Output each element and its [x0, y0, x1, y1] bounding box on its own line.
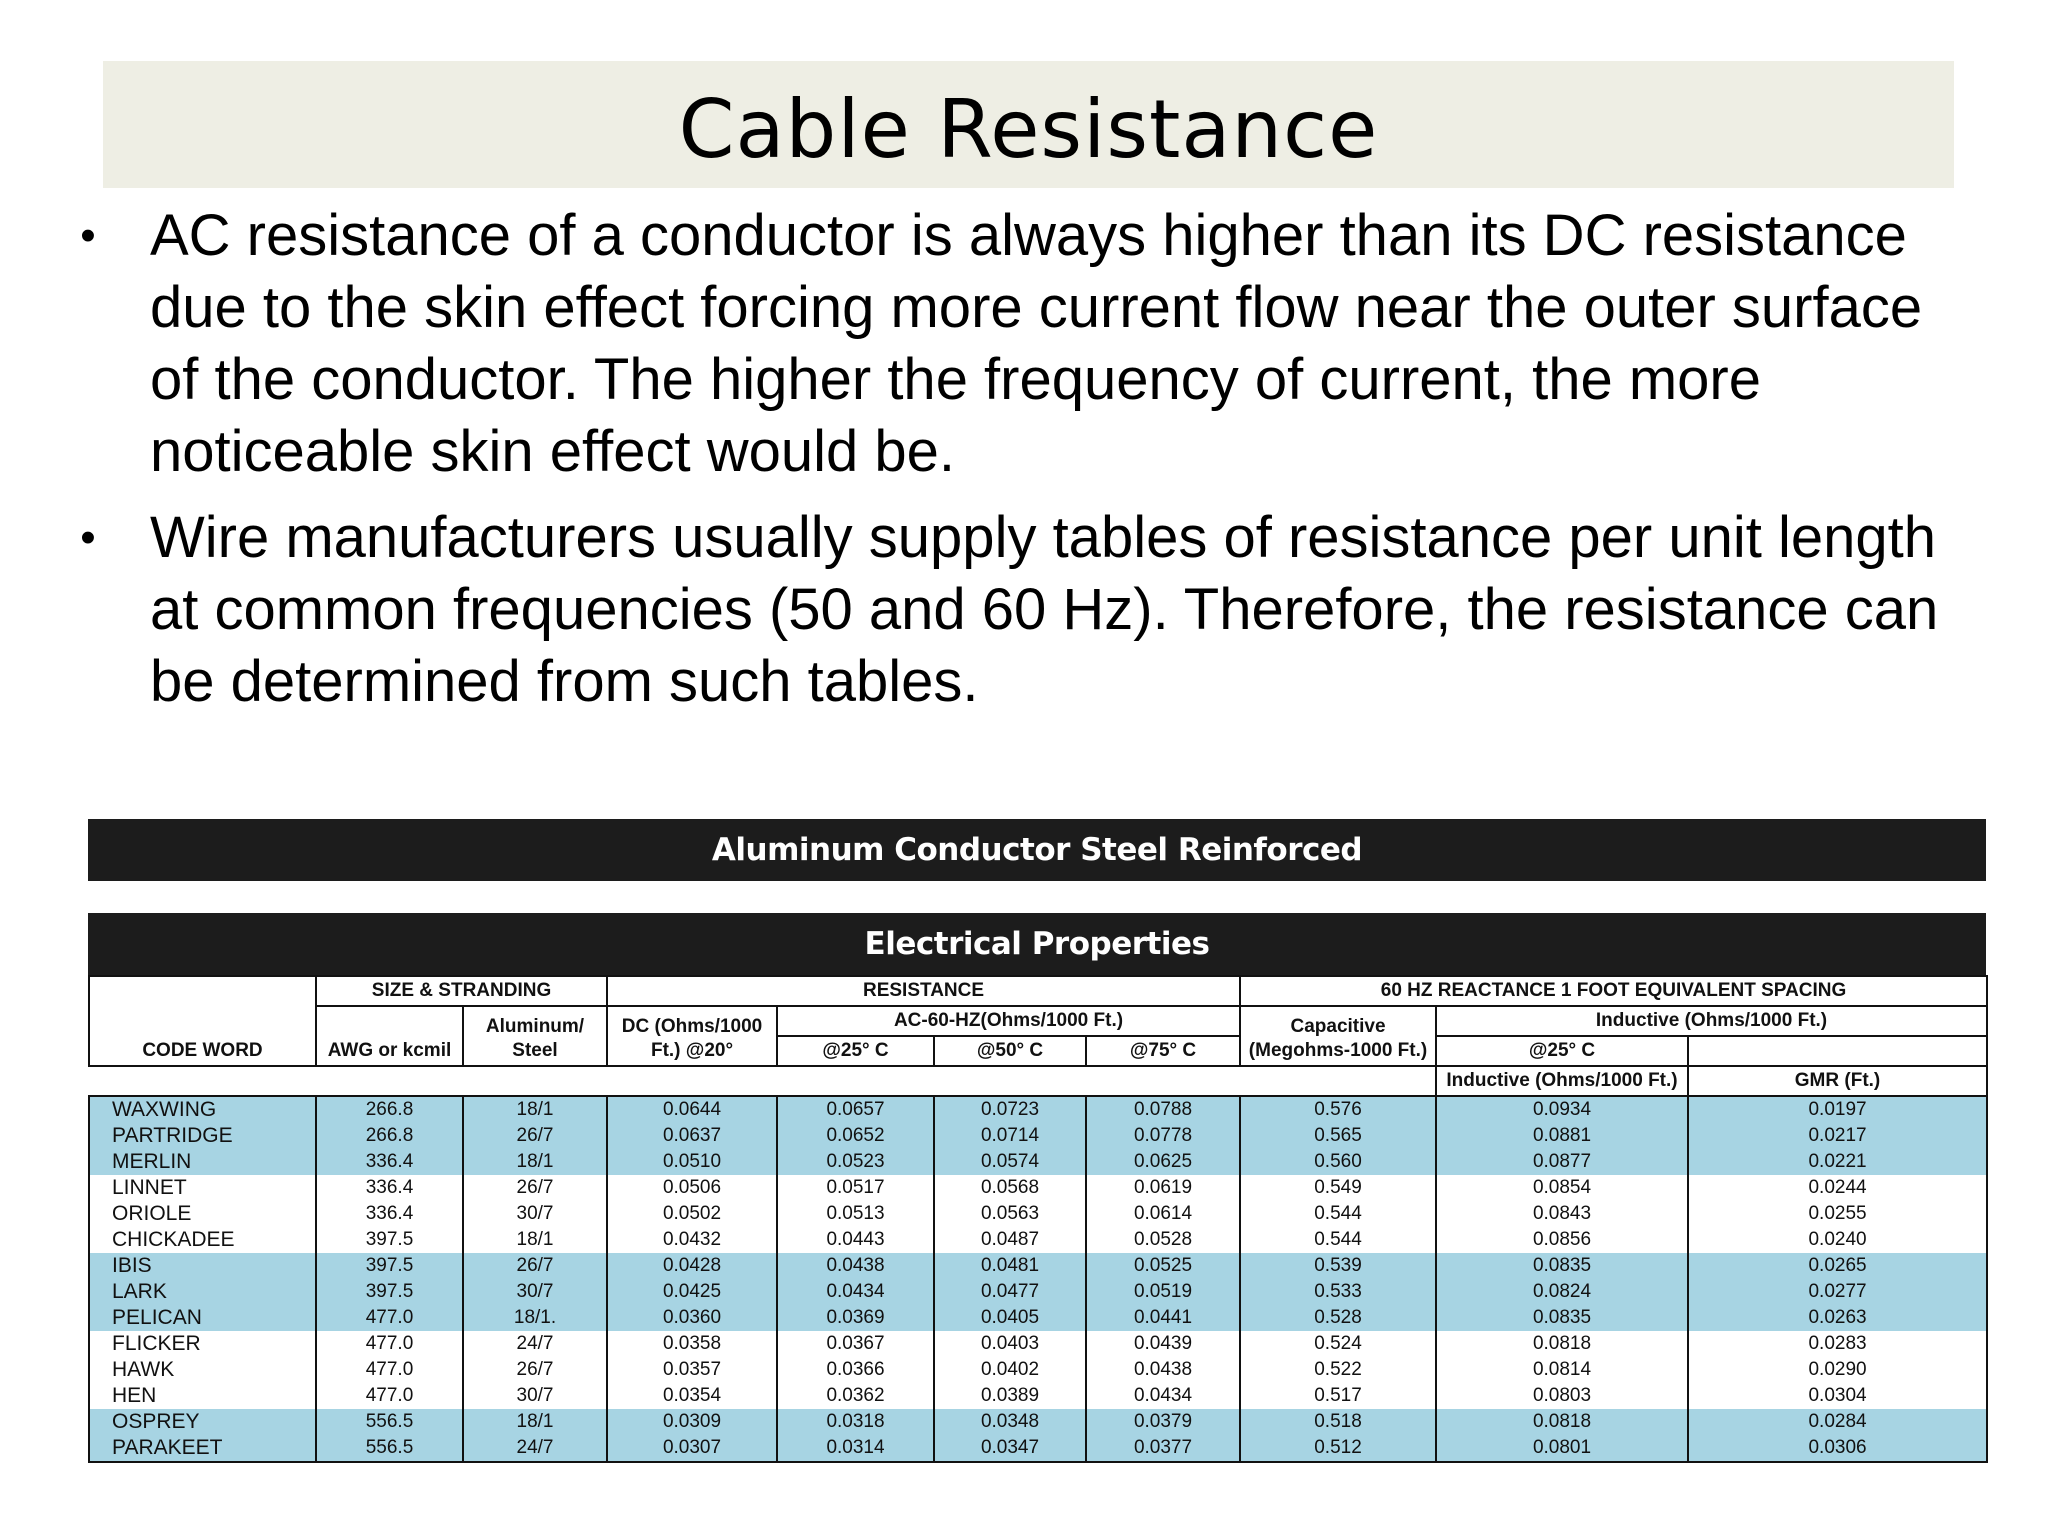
- cell-dc: 0.0506: [607, 1175, 777, 1201]
- cell-code-word: PARAKEET: [89, 1435, 316, 1462]
- table-row: [89, 1279, 1987, 1305]
- cell-ac50: 0.0403: [934, 1331, 1086, 1357]
- cell-gmr: 0.0277: [1688, 1279, 1987, 1305]
- cell-dc: 0.0644: [607, 1096, 777, 1123]
- cell-code-word: HAWK: [89, 1357, 316, 1383]
- cell-dc: 0.0432: [607, 1227, 777, 1253]
- table-row: [89, 1435, 1987, 1462]
- cell-code-word: HEN: [89, 1383, 316, 1409]
- cell-ac75: 0.0619: [1086, 1175, 1240, 1201]
- table-row: [89, 1201, 1987, 1227]
- header-ac50: @50° C: [934, 1036, 1086, 1066]
- cell-ac75: 0.0441: [1086, 1305, 1240, 1331]
- cell-inductive: 0.0803: [1436, 1383, 1688, 1409]
- cell-ac75: 0.0438: [1086, 1357, 1240, 1383]
- cell-ac25: 0.0652: [777, 1123, 934, 1149]
- cell-stranding: 18/1: [463, 1409, 607, 1435]
- cell-awg: 477.0: [316, 1331, 463, 1357]
- cell-ac50: 0.0487: [934, 1227, 1086, 1253]
- cell-ac75: 0.0788: [1086, 1096, 1240, 1123]
- cell-stranding: 18/1.: [463, 1305, 607, 1331]
- cell-inductive: 0.0881: [1436, 1123, 1688, 1149]
- table-row: [89, 1305, 1987, 1331]
- cell-ac25: 0.0513: [777, 1201, 934, 1227]
- cell-awg: 336.4: [316, 1201, 463, 1227]
- cell-gmr: 0.0265: [1688, 1253, 1987, 1279]
- cell-awg: 336.4: [316, 1175, 463, 1201]
- cell-stranding: 24/7: [463, 1435, 607, 1462]
- cell-ac50: 0.0714: [934, 1123, 1086, 1149]
- cell-gmr: 0.0306: [1688, 1435, 1987, 1462]
- cell-ac50: 0.0348: [934, 1409, 1086, 1435]
- cell-stranding: 26/7: [463, 1357, 607, 1383]
- cell-awg: 266.8: [316, 1123, 463, 1149]
- cell-inductive: 0.0818: [1436, 1331, 1688, 1357]
- cell-awg: 336.4: [316, 1149, 463, 1175]
- table-body: [89, 1096, 1987, 1462]
- cell-inductive: 0.0814: [1436, 1357, 1688, 1383]
- cell-awg: 556.5: [316, 1409, 463, 1435]
- cell-code-word: PARTRIDGE: [89, 1123, 316, 1149]
- cell-dc: 0.0357: [607, 1357, 777, 1383]
- cell-ac50: 0.0389: [934, 1383, 1086, 1409]
- cell-capacitive: 0.560: [1240, 1149, 1436, 1175]
- cell-ac50: 0.0347: [934, 1435, 1086, 1462]
- cell-ac25: 0.0369: [777, 1305, 934, 1331]
- header-inductive: Inductive (Ohms/1000 Ft.): [1436, 1006, 1987, 1036]
- cell-inductive: 0.0801: [1436, 1435, 1688, 1462]
- cell-dc: 0.0425: [607, 1279, 777, 1305]
- cell-ac25: 0.0443: [777, 1227, 934, 1253]
- cell-ac25: 0.0523: [777, 1149, 934, 1175]
- bullet-item: [68, 502, 1948, 718]
- cell-ac25: 0.0362: [777, 1383, 934, 1409]
- cell-code-word: WAXWING: [89, 1096, 316, 1123]
- cell-stranding: 18/1: [463, 1096, 607, 1123]
- bullet-text: Wire manufacturers usually supply tables of resistance per unit length at common frequencies (50 and 60 Hz). Therefore, the resistance can be determined from such tables.: [150, 505, 1939, 714]
- header-resistance: RESISTANCE: [607, 976, 1240, 1006]
- cell-gmr: 0.0283: [1688, 1331, 1987, 1357]
- cell-ac50: 0.0568: [934, 1175, 1086, 1201]
- cell-stranding: 24/7: [463, 1331, 607, 1357]
- cell-capacitive: 0.522: [1240, 1357, 1436, 1383]
- acsr-table-image: [88, 819, 1986, 1463]
- cell-dc: 0.0358: [607, 1331, 777, 1357]
- cell-stranding: 26/7: [463, 1123, 607, 1149]
- cell-ac75: 0.0778: [1086, 1123, 1240, 1149]
- cell-inductive: 0.0824: [1436, 1279, 1688, 1305]
- cell-awg: 397.5: [316, 1227, 463, 1253]
- electrical-properties-table: [88, 975, 1988, 1463]
- cell-awg: 477.0: [316, 1383, 463, 1409]
- bullet-item: [68, 200, 1948, 488]
- cell-capacitive: 0.533: [1240, 1279, 1436, 1305]
- cell-gmr: 0.0221: [1688, 1149, 1987, 1175]
- cell-dc: 0.0309: [607, 1409, 777, 1435]
- cell-stranding: 26/7: [463, 1253, 607, 1279]
- cell-gmr: 0.0255: [1688, 1201, 1987, 1227]
- cell-ac75: 0.0525: [1086, 1253, 1240, 1279]
- cell-inductive: 0.0843: [1436, 1201, 1688, 1227]
- cell-ac75: 0.0519: [1086, 1279, 1240, 1305]
- cell-dc: 0.0428: [607, 1253, 777, 1279]
- table-row: [89, 1383, 1987, 1409]
- header-ind25: @25° C: [1436, 1036, 1688, 1066]
- cell-ac75: 0.0439: [1086, 1331, 1240, 1357]
- cell-stranding: 18/1: [463, 1149, 607, 1175]
- cell-ac75: 0.0625: [1086, 1149, 1240, 1175]
- cell-inductive: 0.0877: [1436, 1149, 1688, 1175]
- cell-code-word: OSPREY: [89, 1409, 316, 1435]
- bullet-text: AC resistance of a conductor is always higher than its DC resistance due to the skin effect forcing more current flow near the outer surface of the conductor. The higher the frequency of current, the more noticeable skin effect would be.: [150, 203, 1923, 484]
- cell-ac25: 0.0434: [777, 1279, 934, 1305]
- bullet-list: [68, 200, 1948, 732]
- cell-awg: 477.0: [316, 1357, 463, 1383]
- cell-code-word: MERLIN: [89, 1149, 316, 1175]
- cell-dc: 0.0637: [607, 1123, 777, 1149]
- table-row: [89, 1409, 1987, 1435]
- table-row: [89, 1253, 1987, 1279]
- table-row: [89, 1357, 1987, 1383]
- cell-ac75: 0.0528: [1086, 1227, 1240, 1253]
- cell-awg: 397.5: [316, 1253, 463, 1279]
- cell-capacitive: 0.544: [1240, 1201, 1436, 1227]
- table-row: [89, 1096, 1987, 1123]
- table-row: [89, 1175, 1987, 1201]
- cell-gmr: 0.0263: [1688, 1305, 1987, 1331]
- table-subtitle: Electrical Properties: [88, 913, 1986, 975]
- cell-ac25: 0.0366: [777, 1357, 934, 1383]
- cell-ac25: 0.0438: [777, 1253, 934, 1279]
- cell-awg: 556.5: [316, 1435, 463, 1462]
- cell-stranding: 26/7: [463, 1175, 607, 1201]
- header-gmr: GMR (Ft.): [1688, 1066, 1987, 1096]
- cell-gmr: 0.0240: [1688, 1227, 1987, 1253]
- table-title: Aluminum Conductor Steel Reinforced: [88, 819, 1986, 881]
- cell-ac50: 0.0563: [934, 1201, 1086, 1227]
- cell-capacitive: 0.517: [1240, 1383, 1436, 1409]
- cell-awg: 266.8: [316, 1096, 463, 1123]
- header-blank: [1688, 1036, 1987, 1066]
- cell-code-word: IBIS: [89, 1253, 316, 1279]
- header-filler: [89, 1066, 1436, 1096]
- cell-ac25: 0.0657: [777, 1096, 934, 1123]
- cell-code-word: LARK: [89, 1279, 316, 1305]
- cell-capacitive: 0.576: [1240, 1096, 1436, 1123]
- cell-capacitive: 0.549: [1240, 1175, 1436, 1201]
- cell-gmr: 0.0304: [1688, 1383, 1987, 1409]
- cell-dc: 0.0510: [607, 1149, 777, 1175]
- cell-capacitive: 0.544: [1240, 1227, 1436, 1253]
- cell-inductive: 0.0856: [1436, 1227, 1688, 1253]
- cell-ac50: 0.0481: [934, 1253, 1086, 1279]
- band-gap: [88, 881, 1986, 913]
- cell-gmr: 0.0244: [1688, 1175, 1987, 1201]
- cell-code-word: CHICKADEE: [89, 1227, 316, 1253]
- cell-inductive: 0.0818: [1436, 1409, 1688, 1435]
- header-awg: AWG or kcmil: [316, 1006, 463, 1066]
- cell-stranding: 30/7: [463, 1201, 607, 1227]
- cell-dc: 0.0360: [607, 1305, 777, 1331]
- cell-stranding: 30/7: [463, 1279, 607, 1305]
- cell-inductive: 0.0934: [1436, 1096, 1688, 1123]
- cell-ac75: 0.0434: [1086, 1383, 1240, 1409]
- cell-dc: 0.0354: [607, 1383, 777, 1409]
- cell-ac50: 0.0574: [934, 1149, 1086, 1175]
- cell-stranding: 18/1: [463, 1227, 607, 1253]
- cell-code-word: ORIOLE: [89, 1201, 316, 1227]
- cell-ac25: 0.0314: [777, 1435, 934, 1462]
- table-row: [89, 1149, 1987, 1175]
- cell-ac75: 0.0379: [1086, 1409, 1240, 1435]
- header-size-stranding: SIZE & STRANDING: [316, 976, 607, 1006]
- cell-code-word: LINNET: [89, 1175, 316, 1201]
- table-row: [89, 1227, 1987, 1253]
- cell-capacitive: 0.518: [1240, 1409, 1436, 1435]
- cell-ac75: 0.0377: [1086, 1435, 1240, 1462]
- header-inductive-ohms: Inductive (Ohms/1000 Ft.): [1436, 1066, 1688, 1096]
- cell-code-word: PELICAN: [89, 1305, 316, 1331]
- cell-capacitive: 0.539: [1240, 1253, 1436, 1279]
- header-code-word: CODE WORD: [89, 976, 316, 1066]
- header-aluminum-steel: Aluminum/ Steel: [463, 1006, 607, 1066]
- cell-gmr: 0.0217: [1688, 1123, 1987, 1149]
- cell-ac50: 0.0477: [934, 1279, 1086, 1305]
- cell-dc: 0.0502: [607, 1201, 777, 1227]
- bullet-marker: •: [80, 513, 96, 562]
- cell-ac25: 0.0517: [777, 1175, 934, 1201]
- header-ac25: @25° C: [777, 1036, 934, 1066]
- cell-gmr: 0.0284: [1688, 1409, 1987, 1435]
- cell-ac25: 0.0367: [777, 1331, 934, 1357]
- cell-inductive: 0.0835: [1436, 1253, 1688, 1279]
- cell-ac75: 0.0614: [1086, 1201, 1240, 1227]
- cell-ac50: 0.0723: [934, 1096, 1086, 1123]
- cell-capacitive: 0.565: [1240, 1123, 1436, 1149]
- cell-ac50: 0.0405: [934, 1305, 1086, 1331]
- cell-inductive: 0.0854: [1436, 1175, 1688, 1201]
- header-capacitive: Capacitive (Megohms-1000 Ft.): [1240, 1006, 1436, 1066]
- cell-gmr: 0.0290: [1688, 1357, 1987, 1383]
- cell-dc: 0.0307: [607, 1435, 777, 1462]
- cell-ac50: 0.0402: [934, 1357, 1086, 1383]
- header-reactance: 60 HZ REACTANCE 1 FOOT EQUIVALENT SPACING: [1240, 976, 1987, 1006]
- bullet-marker: •: [80, 211, 96, 260]
- cell-awg: 477.0: [316, 1305, 463, 1331]
- cell-gmr: 0.0197: [1688, 1096, 1987, 1123]
- cell-ac25: 0.0318: [777, 1409, 934, 1435]
- table-row: [89, 1123, 1987, 1149]
- cell-inductive: 0.0835: [1436, 1305, 1688, 1331]
- slide-title-bar: [103, 61, 1954, 188]
- cell-code-word: FLICKER: [89, 1331, 316, 1357]
- header-dc: DC (Ohms/1000 Ft.) @20°: [607, 1006, 777, 1066]
- header-ac75: @75° C: [1086, 1036, 1240, 1066]
- cell-capacitive: 0.512: [1240, 1435, 1436, 1462]
- cell-awg: 397.5: [316, 1279, 463, 1305]
- table-row: [89, 1331, 1987, 1357]
- header-ac60: AC-60-HZ(Ohms/1000 Ft.): [777, 1006, 1240, 1036]
- cell-stranding: 30/7: [463, 1383, 607, 1409]
- slide-title: Cable Resistance: [678, 83, 1379, 176]
- cell-capacitive: 0.524: [1240, 1331, 1436, 1357]
- cell-capacitive: 0.528: [1240, 1305, 1436, 1331]
